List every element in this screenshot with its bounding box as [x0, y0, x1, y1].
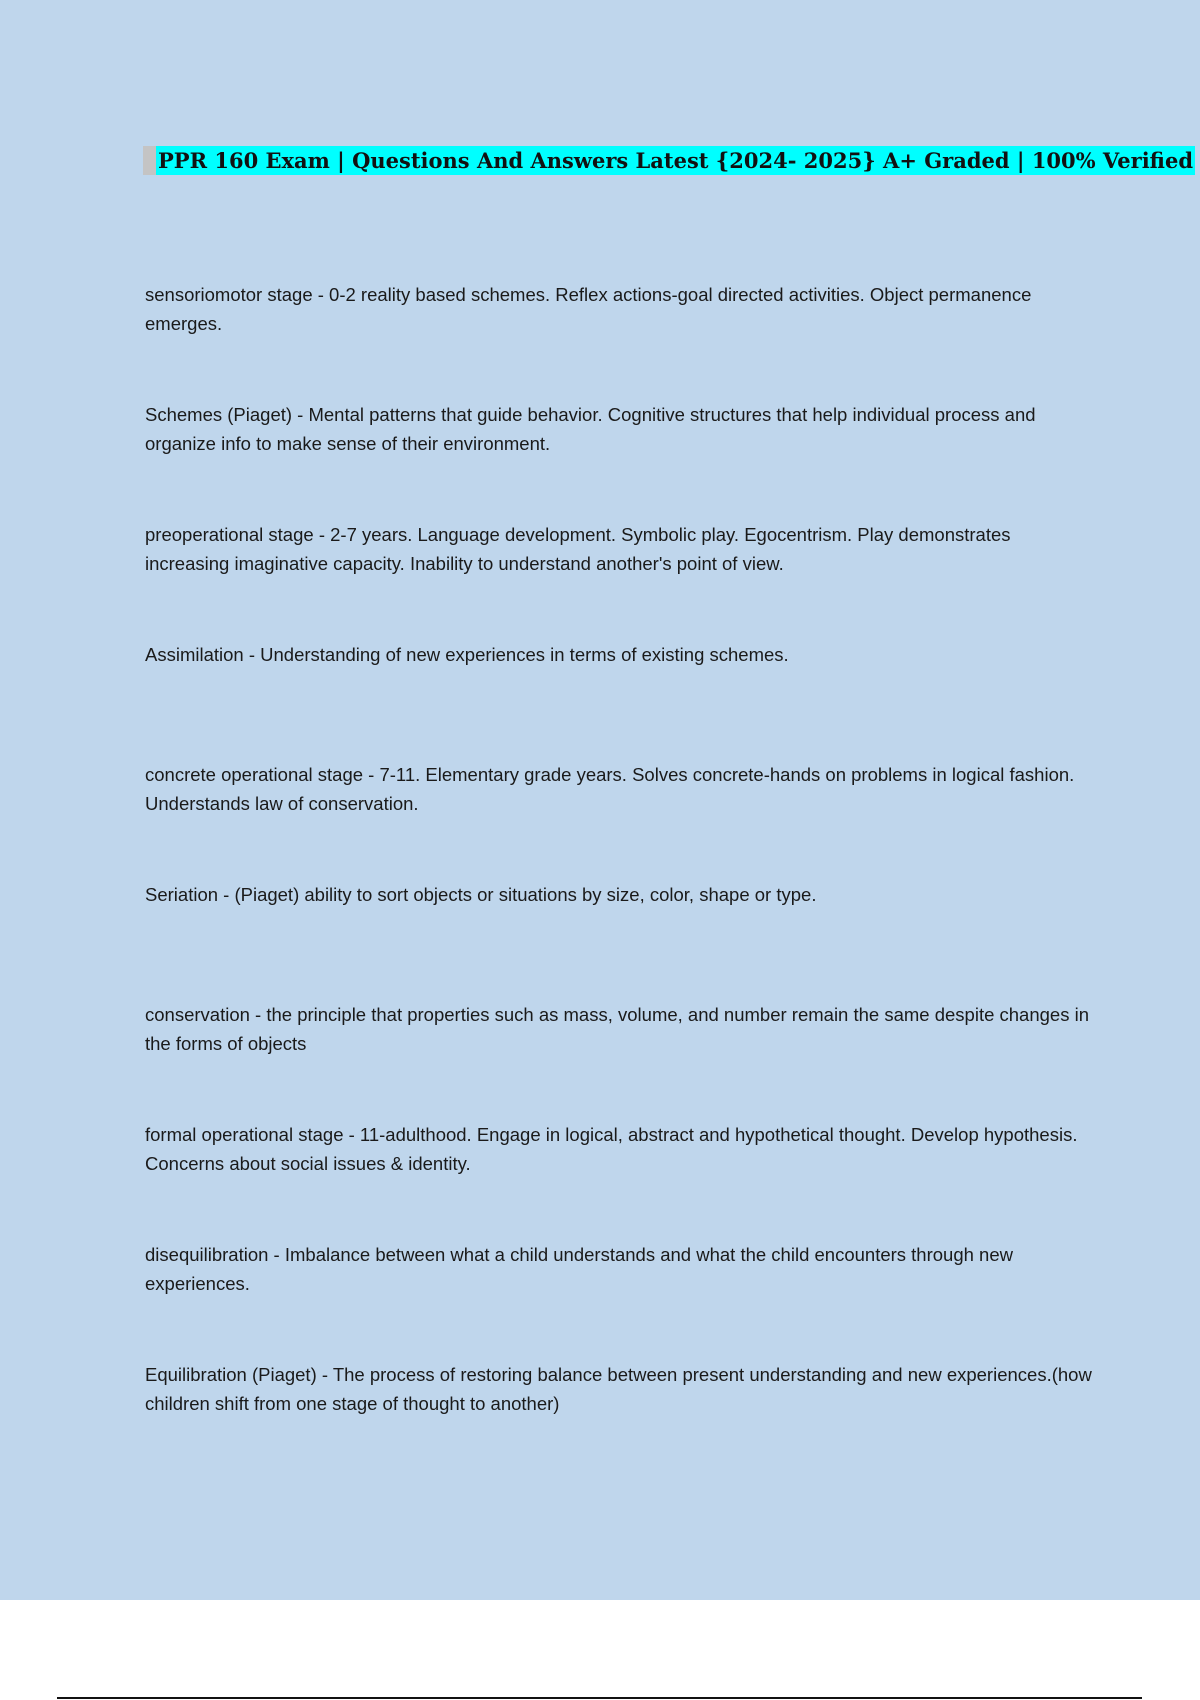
qa-entry: Equilibration (Piaget) - The process of restoring balance between present understanding and new experiences.(how children shift from one stage of thought to another): [145, 1364, 1092, 1414]
qa-entry: preoperational stage - 2-7 years. Language development. Symbolic play. Egocentrism. Play demonstrates increasing imaginative capacity. Inability to understand another's point of view.: [145, 524, 1011, 574]
qa-entry: sensoriomotor stage - 0-2 reality based schemes. Reflex actions-goal directed activities. Object permanence emerges.: [145, 284, 1032, 334]
qa-list: [145, 280, 1095, 1480]
qa-entry: conservation - the principle that properties such as mass, volume, and number remain the same despite changes in the forms of objects: [145, 1004, 1089, 1054]
footer-rule: [57, 1697, 1142, 1699]
document-title: PPR 160 Exam | Questions And Answers Latest {2024- 2025} A+ Graded | 100% Verified: [158, 148, 1193, 173]
qa-entry: Seriation - (Piaget) ability to sort objects or situations by size, color, shape or type.: [145, 884, 817, 905]
qa-entry: Schemes (Piaget) - Mental patterns that guide behavior. Cognitive structures that help individual process and organize info to make sense of their environment.: [145, 404, 1036, 454]
qa-entry: concrete operational stage - 7-11. Elementary grade years. Solves concrete-hands on problems in logical fashion. Understands law of conservation.: [145, 764, 1075, 814]
qa-entry: Assimilation - Understanding of new experiences in terms of existing schemes.: [145, 644, 789, 665]
qa-entry: formal operational stage - 11-adulthood. Engage in logical, abstract and hypothetical thought. Develop hypothesis. Concerns about social issues & identity.: [145, 1124, 1078, 1174]
qa-entry: disequilibration - Imbalance between what a child understands and what the child encounters through new experiences.: [145, 1244, 1013, 1294]
